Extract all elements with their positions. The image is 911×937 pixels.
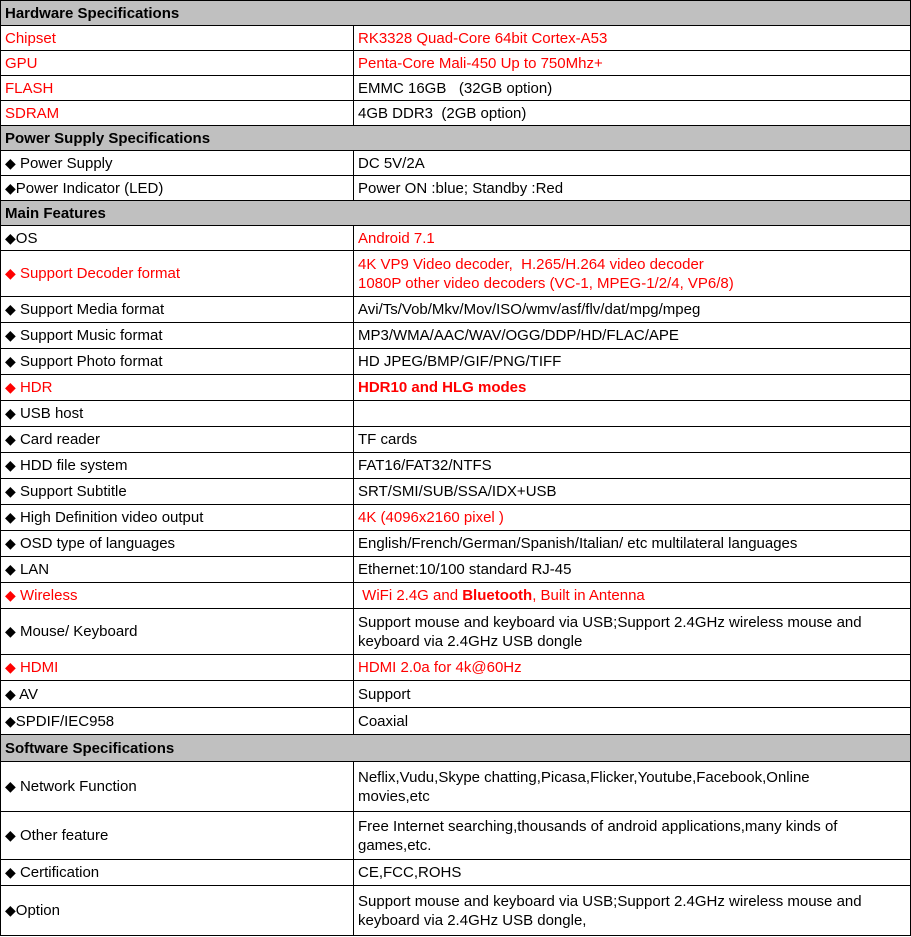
row-value: HDMI 2.0a for 4k@60Hz [354,655,911,681]
diamond-bullet-icon: ◆ [5,379,16,395]
row-value: Free Internet searching,thousands of android applications,many kinds of games,etc. [354,812,911,860]
row-label: ◆ Support Media format [1,297,354,323]
row-label: ◆ Card reader [1,427,354,453]
row-value: Neflix,Vudu,Skype chatting,Picasa,Flicker,Youtube,Facebook,Online movies,etc [354,762,911,812]
diamond-bullet-icon: ◆ [5,431,16,447]
row-label: ◆ Other feature [1,812,354,860]
row-label: SDRAM [1,101,354,126]
table-row [1,251,911,297]
diamond-bullet-icon: ◆ [5,327,16,343]
row-value: TF cards [354,427,911,453]
diamond-bullet-icon: ◆ [5,483,16,499]
diamond-bullet-icon: ◆ [5,623,16,639]
table-row [1,101,911,126]
diamond-bullet-icon: ◆ [5,778,16,794]
row-label: ◆ Support Subtitle [1,479,354,505]
diamond-bullet-icon: ◆ [5,902,16,918]
row-value: HDR10 and HLG modes [354,375,911,401]
row-value: CE,FCC,ROHS [354,860,911,886]
table-row [1,453,911,479]
section-hardware [1,1,911,26]
row-label: ◆ USB host [1,401,354,427]
row-label: ◆ Support Photo format [1,349,354,375]
table-row [1,505,911,531]
section-power [1,126,911,151]
row-label: ◆ HDR [1,375,354,401]
diamond-bullet-icon: ◆ [5,509,16,525]
table-row [1,583,911,609]
table-row [1,226,911,251]
row-label: ◆ OSD type of languages [1,531,354,557]
row-value: Coaxial [354,708,911,735]
row-value: Power ON :blue; Standby :Red [354,176,911,201]
diamond-bullet-icon: ◆ [5,535,16,551]
table-row [1,708,911,735]
row-label: ◆ Power Supply [1,151,354,176]
row-value: EMMC 16GB (32GB option) [354,76,911,101]
row-label: ◆Option [1,886,354,936]
row-label: ◆ Certification [1,860,354,886]
row-value [354,401,911,427]
table-row [1,375,911,401]
table-row [1,51,911,76]
table-row [1,76,911,101]
row-value: DC 5V/2A [354,151,911,176]
row-value: FAT16/FAT32/NTFS [354,453,911,479]
table-row [1,26,911,51]
row-label: ◆ HDMI [1,655,354,681]
row-label: GPU [1,51,354,76]
table-row [1,557,911,583]
row-label: ◆OS [1,226,354,251]
row-label: FLASH [1,76,354,101]
diamond-bullet-icon: ◆ [5,301,16,317]
table-row [1,531,911,557]
row-label: ◆ Network Function [1,762,354,812]
diamond-bullet-icon: ◆ [5,659,16,675]
table-row [1,151,911,176]
table-row [1,427,911,453]
table-row [1,655,911,681]
row-value: Support mouse and keyboard via USB;Support 2.4GHz wireless mouse and keyboard via 2.4GHz USB dongle, [354,886,911,936]
row-value: RK3328 Quad-Core 64bit Cortex-A53 [354,26,911,51]
row-value: Penta-Core Mali-450 Up to 750Mhz+ [354,51,911,76]
diamond-bullet-icon: ◆ [5,265,16,281]
row-value: Android 7.1 [354,226,911,251]
row-label: ◆ Support Music format [1,323,354,349]
table-row [1,297,911,323]
row-label: ◆Power Indicator (LED) [1,176,354,201]
diamond-bullet-icon: ◆ [5,457,16,473]
row-label: ◆ High Definition video output [1,505,354,531]
row-value: 4K (4096x2160 pixel ) [354,505,911,531]
row-value: 4GB DDR3 (2GB option) [354,101,911,126]
diamond-bullet-icon: ◆ [5,827,16,843]
row-label: ◆ AV [1,681,354,708]
diamond-bullet-icon: ◆ [5,229,16,246]
diamond-bullet-icon: ◆ [5,179,16,196]
row-value: HD JPEG/BMP/GIF/PNG/TIFF [354,349,911,375]
row-value: Support mouse and keyboard via USB;Support 2.4GHz wireless mouse and keyboard via 2.4GHz USB dongle [354,609,911,655]
table-row [1,886,911,936]
row-value: Support [354,681,911,708]
diamond-bullet-icon: ◆ [5,864,16,880]
table-row [1,479,911,505]
section-title: Main Features [1,201,911,226]
row-value: 4K VP9 Video decoder, H.265/H.264 video decoder 1080P other video decoders (VC-1, MPEG-1/2/4, VP6/8) [354,251,911,297]
row-value: English/French/German/Spanish/Italian/ etc multilateral languages [354,531,911,557]
table-row [1,609,911,655]
diamond-bullet-icon: ◆ [5,353,16,369]
diamond-bullet-icon: ◆ [5,587,16,603]
row-label: ◆ Mouse/ Keyboard [1,609,354,655]
diamond-bullet-icon: ◆ [5,154,16,171]
diamond-bullet-icon: ◆ [5,405,16,421]
row-label: ◆ Wireless [1,583,354,609]
section-software [1,735,911,762]
table-row [1,176,911,201]
diamond-bullet-icon: ◆ [5,685,16,702]
row-value: Ethernet:10/100 standard RJ-45 [354,557,911,583]
table-row [1,812,911,860]
table-row [1,762,911,812]
row-label: ◆ LAN [1,557,354,583]
table-row [1,323,911,349]
row-value: Avi/Ts/Vob/Mkv/Mov/ISO/wmv/asf/flv/dat/mpg/mpeg [354,297,911,323]
section-main-features [1,201,911,226]
table-row [1,681,911,708]
row-label: ◆ Support Decoder format [1,251,354,297]
section-title: Hardware Specifications [1,1,911,26]
section-title: Power Supply Specifications [1,126,911,151]
diamond-bullet-icon: ◆ [5,561,16,577]
row-label: ◆ HDD file system [1,453,354,479]
diamond-bullet-icon: ◆ [5,712,16,729]
section-title: Software Specifications [1,735,911,762]
row-value: MP3/WMA/AAC/WAV/OGG/DDP/HD/FLAC/APE [354,323,911,349]
row-label: ◆SPDIF/IEC958 [1,708,354,735]
row-value: SRT/SMI/SUB/SSA/IDX+USB [354,479,911,505]
table-row [1,401,911,427]
table-row [1,860,911,886]
table-row [1,349,911,375]
row-label: Chipset [1,26,354,51]
row-value: WiFi 2.4G and Bluetooth, Built in Antenna [354,583,911,609]
